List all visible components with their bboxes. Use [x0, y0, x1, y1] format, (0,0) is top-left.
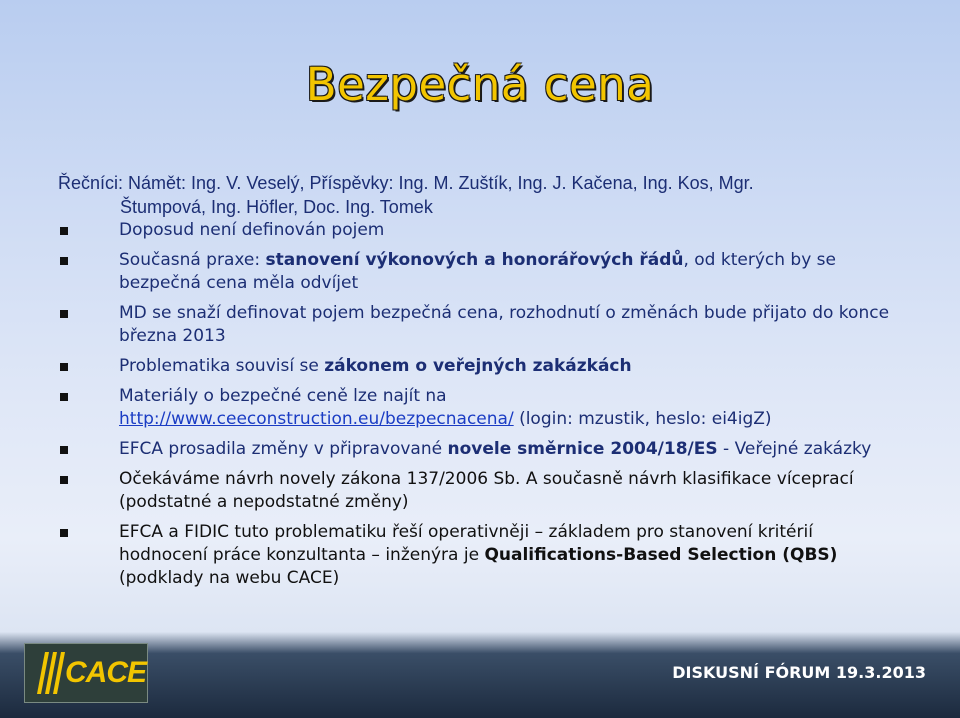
logo-text: CACE [65, 656, 147, 689]
square-bullet-icon [60, 529, 68, 537]
bullet-item: MD se snaží definovat pojem bezpečná cena, rozhodnutí o změnách bude přijato do konce března 2013 [60, 302, 900, 348]
bullet-item: Doposud není definován pojem [60, 219, 900, 242]
speakers-line-2: Štumpová, Ing. Höfler, Doc. Ing. Tomek [120, 197, 433, 217]
square-bullet-icon [60, 257, 68, 265]
bullet-item: Materiály o bezpečné ceně lze najít na http://www.ceeconstruction.eu/bezpecnacena/ (login: mzustik, heslo: ei4igZ) [60, 385, 900, 431]
square-bullet-icon [60, 476, 68, 484]
bullet-item: EFCA a FIDIC tuto problematiku řeší operativněji – základem pro stanovení kritérií hodnocení práce konzultanta – inženýra je Qualifications-Based Selection (QBS) (podklady na webu CACE) [60, 521, 900, 590]
square-bullet-icon [60, 310, 68, 318]
stripes-icon [31, 652, 65, 694]
speakers-text [58, 171, 918, 219]
cace-logo [24, 643, 148, 703]
square-bullet-icon [60, 363, 68, 371]
square-bullet-icon [60, 446, 68, 454]
square-bullet-icon [60, 393, 68, 401]
square-bullet-icon [60, 227, 68, 235]
bullet-list [60, 219, 900, 597]
bullet-item: Očekáváme návrh novely zákona 137/2006 Sb. A současně návrh klasifikace víceprací (podstatné a nepodstatné změny) [60, 468, 900, 514]
slide-title: Bezpečná cena [305, 58, 655, 111]
bullet-item: Problematika souvisí se zákonem o veřejných zakázkách [60, 355, 900, 378]
bullet-item: EFCA prosadila změny v připravované novele směrnice 2004/18/ES - Veřejné zakázky [60, 438, 900, 461]
bezpecnacena-link[interactable]: http://www.ceeconstruction.eu/bezpecnacena/ [119, 409, 514, 429]
speakers-line-1: Řečníci: Námět: Ing. V. Veselý, Příspěvky: Ing. M. Zuštík, Ing. J. Kačena, Ing. Kos, Mgr. [58, 173, 754, 193]
bullet-item: Současná praxe: stanovení výkonových a honorářových řádů, od kterých by se bezpečná cena měla odvíjet [60, 249, 900, 295]
event-footer-text: DISKUSNÍ FÓRUM 19.3.2013 [672, 663, 926, 682]
